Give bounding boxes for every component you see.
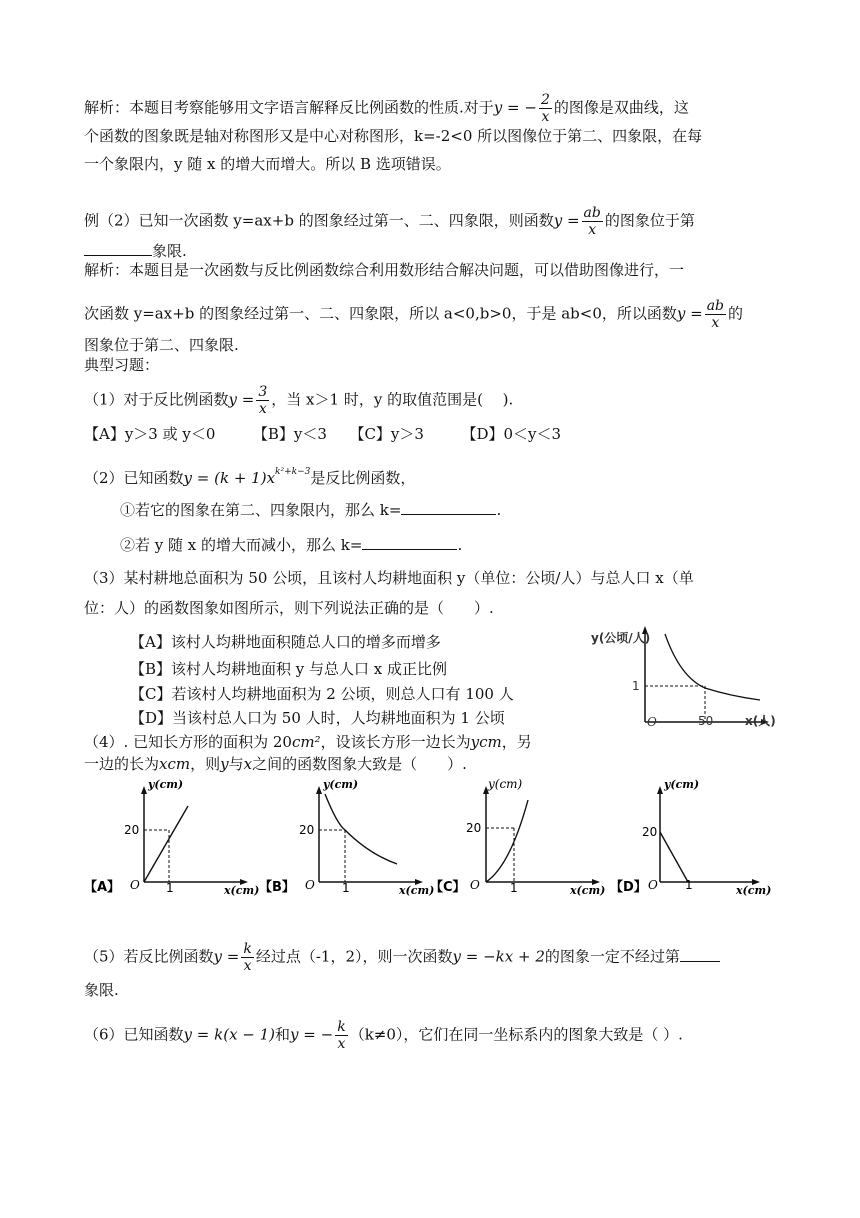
math-lhs: y = − (493, 98, 537, 117)
text: 象限. (152, 242, 187, 260)
y-axis-label: y(cm) (664, 778, 700, 791)
origin-label: O (305, 878, 315, 892)
numerator: ab (583, 205, 601, 221)
math-var: y (220, 755, 229, 773)
text: ②若 y 随 x 的增大而减小，那么 k= (120, 536, 363, 554)
answer-blank (680, 945, 720, 962)
text: 一边的长为 (84, 755, 160, 773)
analysis-line-2: 个函数的图象既是轴对称图形又是中心对称图形，k=-2<0 所以图像位于第二、四象限，在每 (84, 127, 703, 145)
question-3-option-c: 【C】若该村人均耕地面积为 2 公顷，则总人口有 100 人 (130, 685, 514, 703)
y-axis-label: y(公顷/人) (591, 631, 651, 645)
math-var: x (243, 755, 253, 773)
denominator: x (243, 958, 252, 974)
fraction (705, 298, 726, 331)
text: ，当 x＞1 时，y 的取值范围是( ). (271, 390, 514, 409)
text: 例（2）已知一次函数 y=ax+b 的图象经过第一、二、四象限，则函数 (84, 211, 554, 230)
x-tick-label: 1 (510, 881, 518, 895)
question-2-item-2 (120, 533, 462, 555)
question-1-options: 【A】y＞3 或 y＜0 【B】y＜3 【C】y＞3 【D】0＜y＜3 (84, 425, 562, 443)
question-3-option-b: 【B】该村人均耕地面积 y 与总人口 x 成正比例 (130, 660, 448, 678)
option-a-graph (84, 776, 259, 898)
option-tag: 【B】 (259, 880, 295, 895)
math-formula: y = (k + 1)x (183, 469, 276, 487)
question-6 (84, 1019, 683, 1052)
text: . (457, 536, 463, 554)
math-lhs: y = − (290, 1025, 334, 1044)
y-tick-label: 20 (124, 823, 140, 837)
text: （6）已知函数 (84, 1025, 184, 1044)
x-axis-label: x(cm) (570, 884, 606, 897)
option-tag: 【C】 (430, 880, 466, 895)
example-2-solution-2 (84, 298, 743, 331)
option-tag: 【D】 (610, 880, 647, 895)
x-axis-label: x(人) (745, 714, 776, 728)
text: 之间的函数图象大致是（ ）. (252, 755, 467, 773)
example-2-solution-3: 图象位于第二、四象限. (84, 336, 239, 354)
answer-blank (401, 498, 496, 515)
fraction (256, 384, 269, 417)
text: ，则 (190, 755, 221, 773)
section-heading: 典型习题： (84, 356, 160, 374)
text: ①若它的图象在第二、四象限内，那么 k= (120, 501, 402, 519)
x-tick-label: 1 (685, 878, 693, 892)
question-3-line-2: 位：人）的函数图象如图所示，则下列说法正确的是（ ）. (84, 599, 494, 617)
math-lhs: y = (228, 390, 255, 409)
denominator: x (588, 222, 597, 238)
y-axis-label: y(cm) (148, 778, 184, 791)
question-1 (84, 384, 513, 417)
fraction (241, 941, 253, 974)
text: （k≠0），它们在同一坐标系内的图象大致是（ ）. (349, 1025, 683, 1044)
text: . (496, 501, 502, 519)
numerator: ab (706, 298, 725, 314)
analysis-line-3: 一个象限内，y 随 x 的增大而增大。所以 B 选项错误。 (84, 155, 451, 173)
numerator: 3 (258, 384, 268, 400)
text: 次函数 y=ax+b 的图象经过第一、二、四象限，所以 a<0,b>0，于是 ab<0，所以函数 (84, 304, 677, 323)
unit: cm² (291, 733, 321, 751)
question-4-line-1 (84, 732, 532, 752)
question-5 (84, 941, 720, 974)
example-2-solution-1: 解析：本题目是一次函数与反比例函数综合利用数形结合解决问题，可以借助图像进行，一 (84, 261, 685, 279)
y-axis-label: y(cm) (323, 778, 359, 791)
denominator: x (711, 315, 720, 331)
x-axis-label: x(cm) (224, 884, 259, 897)
x-tick-label: 1 (342, 881, 350, 895)
question-3-option-d: 【D】当该村总人口为 50 人时，人均耕地面积为 1 公顷 (130, 709, 505, 727)
question-4-line-2 (84, 754, 467, 774)
math-lhs: y = (553, 211, 580, 230)
text: （2）已知函数 (84, 469, 184, 487)
math-lhs: y = (213, 947, 240, 966)
text: （5）若反比例函数 (84, 947, 214, 966)
x-axis-label: x(cm) (736, 884, 772, 897)
exponent: k²+k−3 (275, 467, 311, 477)
math-formula: y = k(x − 1) (183, 1025, 276, 1044)
denominator: x (541, 109, 550, 125)
question-3-option-a: 【A】该村人均耕地面积随总人口的增多而增多 (130, 633, 441, 651)
question-3-graph (585, 622, 785, 732)
text: 的图象位于第 (604, 211, 695, 230)
text: 的图像是双曲线，这 (553, 98, 689, 117)
text: 的 (728, 304, 744, 323)
text: 是反比例函数， (310, 469, 416, 487)
text: ，另 (501, 733, 532, 751)
x-tick-label: 1 (166, 881, 174, 895)
denominator: x (258, 401, 267, 417)
text: 与 (228, 755, 244, 773)
origin-label: O (130, 878, 140, 892)
text: 的图象一定不经过第 (544, 947, 680, 966)
y-tick-label: 20 (642, 825, 658, 839)
y-axis-label: y(cm) (488, 777, 523, 791)
origin-label: O (647, 715, 657, 729)
y-tick-label: 1 (632, 679, 640, 693)
x-axis-label: x(cm) (399, 884, 434, 897)
fraction (335, 1019, 347, 1052)
origin-label: O (648, 878, 658, 892)
x-tick-label: 50 (698, 714, 714, 728)
text: （1）对于反比例函数 (84, 390, 229, 409)
math-formula: y = −kx + 2 (452, 947, 545, 966)
math-var: xcm (159, 755, 191, 773)
question-3-line-1: （3）某村耕地总面积为 50 公顷，且该村人均耕地面积 y（单位：公顷/人）与总人口 x（单 (84, 569, 694, 587)
numerator: k (243, 941, 252, 957)
option-c-graph (430, 776, 610, 898)
text: 解析：本题目考察能够用文字语言解释反比例函数的性质.对于 (84, 98, 494, 117)
option-b-graph (259, 776, 434, 898)
text: 经过点（-1，2），则一次函数 (255, 947, 453, 966)
text: （4）. 已知长方形的面积为 20 (84, 733, 292, 751)
option-d-graph (610, 776, 780, 898)
math-var: ycm (470, 733, 502, 751)
answer-blank (84, 239, 152, 256)
math-lhs: y = (676, 304, 703, 323)
origin-label: O (470, 878, 480, 892)
example-2-line-1 (84, 205, 695, 238)
numerator: k (337, 1019, 346, 1035)
text: ，设该长方形一边长为 (320, 733, 471, 751)
y-tick-label: 20 (466, 821, 482, 835)
example-2-line-2 (84, 239, 187, 261)
fraction (582, 205, 603, 238)
analysis-line-1 (84, 92, 689, 125)
numerator: 2 (540, 92, 550, 108)
text: 和 (275, 1025, 291, 1044)
option-tag: 【A】 (84, 880, 121, 895)
denominator: x (337, 1036, 346, 1052)
question-5-line-2: 象限. (84, 981, 119, 999)
question-2 (84, 462, 415, 488)
fraction (539, 92, 552, 125)
y-tick-label: 20 (299, 823, 315, 837)
answer-blank (362, 533, 457, 550)
question-2-item-1 (120, 498, 501, 520)
